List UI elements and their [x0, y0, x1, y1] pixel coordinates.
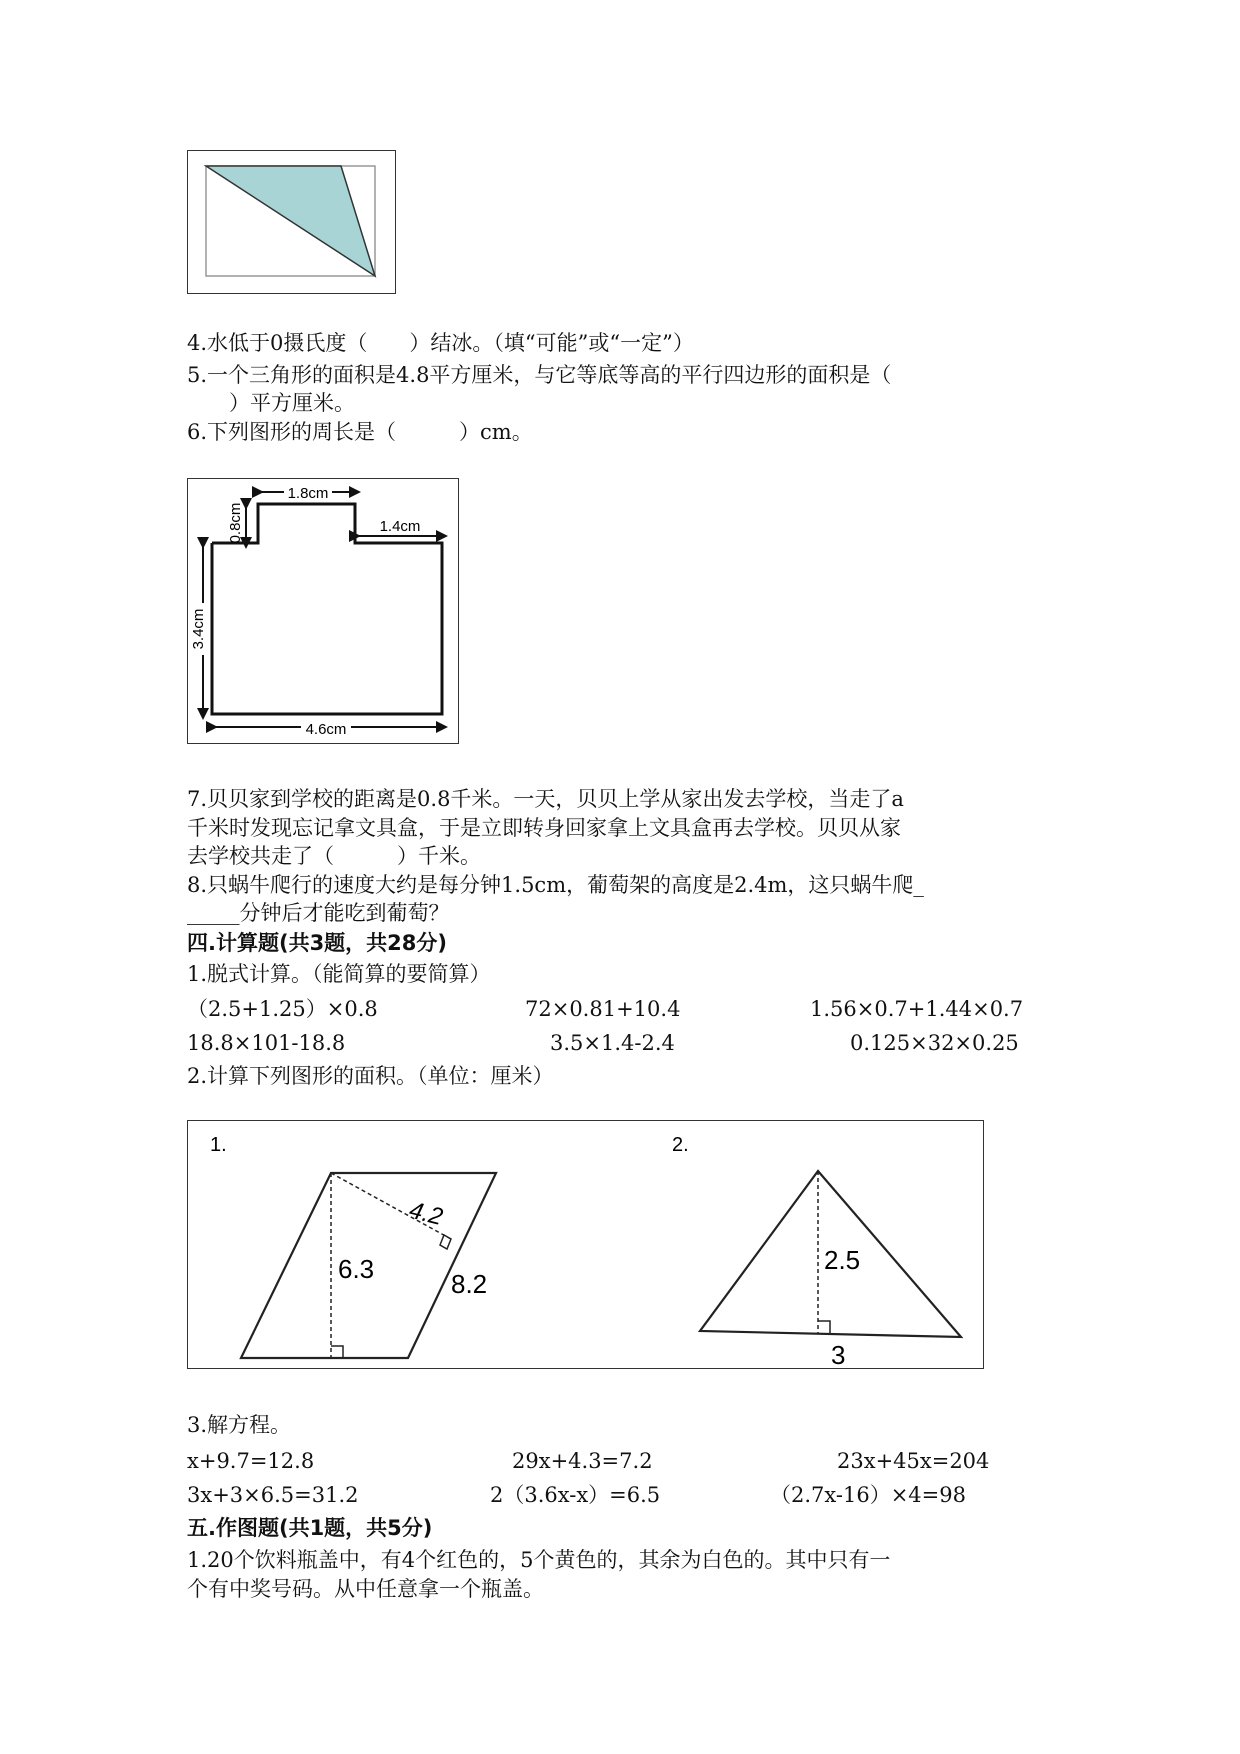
shaded-triangle-svg	[188, 151, 395, 293]
figure-2-label: 2.	[672, 1134, 689, 1156]
slant-height-label: 4.2	[406, 1196, 446, 1231]
dim-label-right-step: 1.4cm	[379, 518, 421, 535]
right-angle-mark-3	[818, 1321, 830, 1334]
question-8-line1: 8.只蜗牛爬行的速度大约是每分钟1.5cm，葡萄架的高度是2.4m，这只蜗牛爬_	[187, 873, 924, 897]
calc-1-item: （2.5+1.25）×0.8	[187, 997, 378, 1021]
shaded-triangle-figure	[187, 150, 396, 294]
equation: 3x+3×6.5=31.2	[187, 1483, 359, 1507]
question-4: 4.水低于0摄氏度（ ）结冰。（填“可能”或“一定”）	[187, 331, 694, 355]
equation: 23x+45x=204	[837, 1449, 990, 1473]
equation: 2（3.6x-x）=6.5	[490, 1483, 661, 1507]
calc-1-item: 3.5×1.4-2.4	[550, 1031, 675, 1055]
triangle-base-label: 3	[831, 1340, 846, 1368]
calc-1-item: 0.125×32×0.25	[850, 1031, 1019, 1055]
dim-label-bottom: 4.6cm	[305, 721, 347, 738]
question-7-line2: 千米时发现忘记拿文具盒，于是立即转身回家拿上文具盒再去学校。贝贝从家	[187, 816, 901, 840]
question-6: 6.下列图形的周长是（ ）cm。	[187, 420, 533, 444]
draw-1-line2: 个有中奖号码。从中任意拿一个瓶盖。	[187, 1577, 544, 1601]
equation: （2.7x-16）×4=98	[770, 1483, 966, 1507]
question-7-line3: 去学校共走了（ ）千米。	[187, 844, 481, 868]
question-7-line1: 7.贝贝家到学校的距离是0.8千米。一天，贝贝上学从家出发去学校，当走了a	[187, 787, 904, 811]
dim-label-step: 0.8cm	[227, 502, 244, 544]
section-4-heading: 四.计算题(共3题，共28分)	[187, 931, 448, 955]
calc-2-title: 2.计算下列图形的面积。（单位：厘米）	[187, 1064, 554, 1088]
area-figures	[187, 1120, 984, 1369]
question-8-line2: _____分钟后才能吃到葡萄？	[187, 901, 450, 925]
perimeter-svg	[188, 479, 458, 743]
equation: 29x+4.3=7.2	[512, 1449, 653, 1473]
perimeter-figure	[187, 478, 459, 744]
calc-1-title: 1.脱式计算。（能简算的要简算）	[187, 962, 491, 986]
section-5-heading: 五.作图题(共1题，共5分)	[187, 1516, 433, 1540]
parallelogram-side-label: 8.2	[451, 1269, 488, 1299]
parallelogram-height-label: 6.3	[338, 1254, 375, 1284]
calc-1-item: 1.56×0.7+1.44×0.7	[810, 997, 1024, 1021]
right-angle-mark-2	[440, 1235, 451, 1249]
draw-1-line1: 1.20个饮料瓶盖中，有4个红色的，5个黄色的，其余为白色的。其中只有一	[187, 1548, 891, 1572]
dim-label-top: 1.8cm	[287, 485, 329, 502]
figure-1-label: 1.	[210, 1134, 227, 1156]
question-5-line2: ）平方厘米。	[187, 391, 355, 415]
question-5-line1: 5.一个三角形的面积是4.8平方厘米，与它等底等高的平行四边形的面积是（	[187, 363, 892, 387]
right-angle-mark-1	[331, 1346, 343, 1358]
calc-3-title: 3.解方程。	[187, 1413, 292, 1437]
triangle-height-label: 2.5	[824, 1245, 861, 1275]
equation: x+9.7=12.8	[187, 1449, 315, 1473]
calc-1-item: 72×0.81+10.4	[525, 997, 681, 1021]
dim-label-left: 3.4cm	[190, 608, 207, 650]
calc-1-item: 18.8×101-18.8	[187, 1031, 346, 1055]
area-figures-svg	[188, 1121, 983, 1368]
shaded-triangle	[206, 166, 375, 276]
